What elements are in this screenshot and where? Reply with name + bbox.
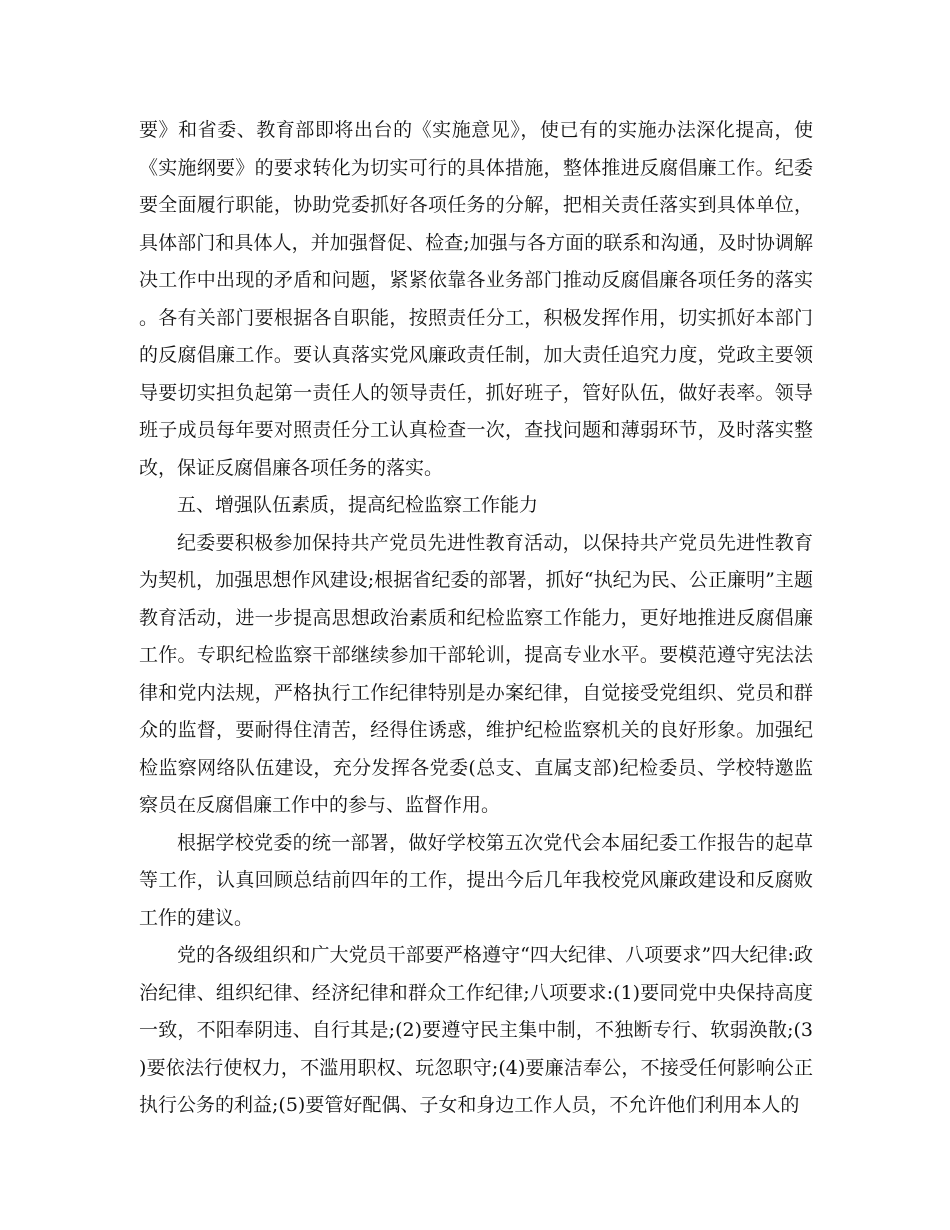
paragraph: 纪委要积极参加保持共产党员先进性教育活动，以保持共产党员先进性教育为契机，加强思想作风建设;根据省纪委的部署，抓好“执纪为民、公正廉明”主题教育活动，进一步提高思想政治素质和纪检监察工作能力，更好地推进反腐倡廉工作。专职纪检监察干部继续参加干部轮训，提高专业水平。要模范遵守宪法法律和党内法规，严格执行工作纪律特别是办案纪律，自觉接受党组织、党员和群众的监督，要耐得住清苦，经得住诱惑，维护纪检监察机关的良好形象。加强纪检监察网络队伍建设，充分发挥各党委(总支、直属支部)纪检委员、学校特邀监察员在反腐倡廉工作中的参与、监督作用。 — [139, 531, 813, 816]
paragraph: 根据学校党委的统一部署，做好学校第五次党代会本届纪委工作报告的起草等工作，认真回顾总结前四年的工作，提出今后几年我校党风廉政建设和反腐败工作的建议。 — [139, 831, 813, 929]
document-body — [139, 112, 813, 1125]
paragraph: 党的各级组织和广大党员干部要严格遵守“四大纪律、八项要求”四大纪律:政治纪律、组织纪律、经济纪律和群众工作纪律;八项要求:(1)要同党中央保持高度一致，不阳奉阴违、自行其是;(2)要遵守民主集中制，不独断专行、软弱涣散;(3)要依法行使权力，不滥用职权、玩忽职守;(4)要廉洁奉公，不接受任何影响公正执行公务的利益;(5)要管好配偶、子女和身边工作人员，不允许他们利用本人的 — [139, 944, 813, 1116]
paragraph-continued: 要》和省委、教育部即将出台的《实施意见》，使已有的实施办法深化提高，使《实施纲要》的要求转化为切实可行的具体措施，整体推进反腐倡廉工作。纪委要全面履行职能，协助党委抓好各项任务的分解，把相关责任落实到具体单位，具体部门和具体人，并加强督促、检查;加强与各方面的联系和沟通，及时协调解决工作中出现的矛盾和问题，紧紧依靠各业务部门推动反腐倡廉各项任务的落实。各有关部门要根据各自职能，按照责任分工，积极发挥作用，切实抓好本部门的反腐倡廉工作。要认真落实党风廉政责任制，加大责任追究力度，党政主要领导要切实担负起第一责任人的领导责任，抓好班子，管好队伍，做好表率。领导班子成员每年要对照责任分工认真检查一次，查找问题和薄弱环节，及时落实整改，保证反腐倡廉各项任务的落实。 — [139, 119, 813, 479]
section-heading: 五、增强队伍素质，提高纪检监察工作能力 — [177, 494, 539, 516]
